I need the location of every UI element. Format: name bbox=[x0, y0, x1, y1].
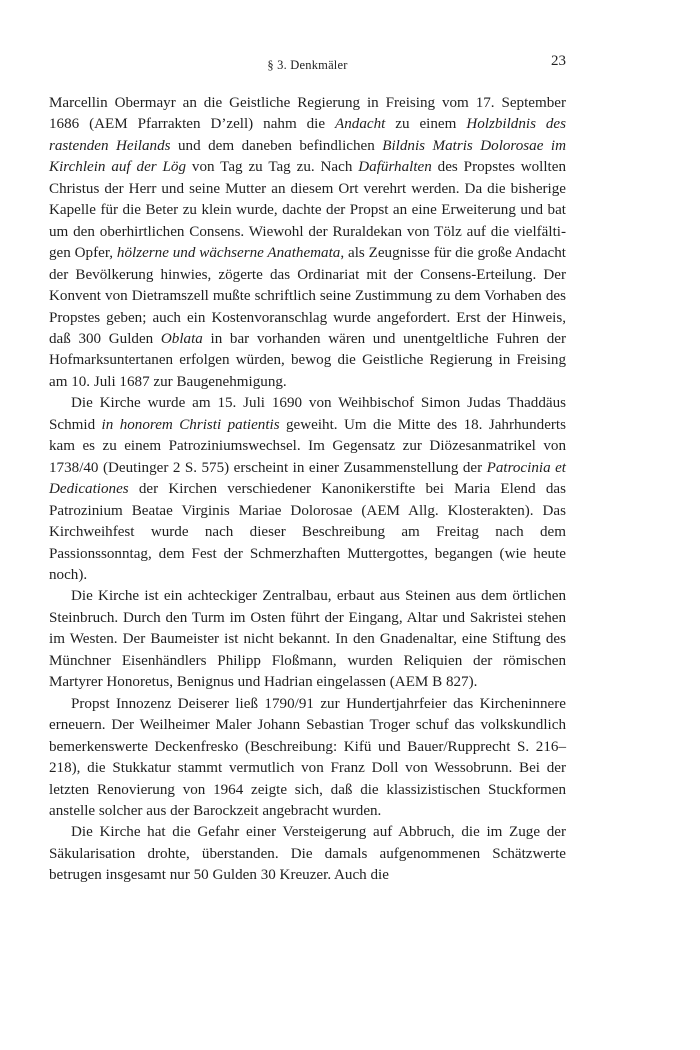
text-segment: , als Zeugnisse für die große Andacht der Bevölkerung hinwies, zögerte das Ordinariat mit der Consens-Erteilung. Der Konvent von Dietramszell mußte schriftlich seine Zustimmung zu dem Vorhaben des Propstes geben; auch ein Kostenvoranschlag wurde angefordert. Erst der Hinweis, daß 300 Gulden bbox=[49, 245, 567, 347]
italic-segment: Patrocinia et Dedicationes bbox=[49, 459, 566, 498]
paragraph-1 bbox=[49, 93, 566, 393]
text-segment: und dem daneben befindlichen bbox=[170, 137, 383, 154]
text-segment: des Propstes wollten Christus der Herr und seine Mutter an diesem Ort verehrt werden. Da die bisherige Kapelle für die Beter zu klein wurde, dachte der Propst an eine Erweiterung und bat um den oberhirtlichen Consens. Wiewohl der Ruraldekan von Tölz auf die vielfältigen Opfer, bbox=[49, 159, 566, 262]
text-segment: geweiht. Um die Mitte des 18. Jahrhunderts kam es zu einem Patroziniumswechsel. Im Gegensatz zur Diözesanmatrikel von 1738/40 (Deutinger 2 S. 575) erscheint in einer Zusammenstellung der bbox=[49, 416, 566, 476]
text-segment: Marcellin Obermayr an die Geistliche Regierung in Freising vom 17. September 1686 (AEM Pfarrakten D’zell) nahm die bbox=[49, 95, 566, 133]
italic-segment: Oblata bbox=[160, 330, 203, 347]
paragraph-4 bbox=[49, 694, 566, 823]
page-number: 23 bbox=[551, 53, 566, 69]
italic-segment: Bildnis Matris Dolorosae im Kirchlein auf der Lög bbox=[49, 137, 566, 176]
italic-segment: hölzerne und wächserne Anathemata bbox=[116, 245, 341, 262]
body-text bbox=[49, 93, 566, 887]
italic-segment: Andacht bbox=[335, 116, 386, 133]
paragraph-5 bbox=[49, 822, 566, 886]
italic-segment: in honorem Christi patientis bbox=[101, 416, 280, 433]
text-segment: der Kirchen verschiedener Kanonikerstifte bei Maria Elend das Patrozinium Beatae Virginis Mariae Dolorosae (AEM Allg. Klosterakten). Das Kirchweihfest wurde nach dieser Beschreibung am Freitag nach dem Passionssonntag, dem Fest der Schmerzhaften Muttergottes, begangen (wie heute noch). bbox=[49, 481, 566, 583]
text-segment: Propst Innozenz Deiserer ließ 1790/91 zur Hundertjahrfeier das Kircheninnere erneuern. Der Weilheimer Maler Johann Sebastian Troger schuf das volkskundlich bemerkenswerte Deckenfresko (Beschreibung: Kifü und Bauer/Rupprecht S. 216–218), die Stukkatur stammt vermutlich von Franz Doll von Wessobrunn. Bei der letzten Renovierung von 1964 zeigte sich, daß die klassizistischen Stuckformen anstelle solcher aus der Barockzeit angebracht wurden. bbox=[49, 695, 566, 819]
running-head bbox=[49, 48, 566, 72]
paragraph-2 bbox=[49, 393, 566, 586]
italic-segment: Holzbildnis des rastenden Heilands bbox=[49, 116, 567, 154]
book-page bbox=[49, 48, 566, 887]
text-segment: Die Kirche hat die Gefahr einer Versteigerung auf Abbruch, die im Zuge der Säkularisation drohte, überstanden. Die damals aufgenommenen Schätzwerte betrugen insgesamt nur 50 Gulden 30 Kreuzer. Auch die bbox=[49, 824, 566, 884]
paragraph-3 bbox=[49, 586, 566, 693]
text-segment: zu einem bbox=[385, 116, 467, 133]
text-segment: Die Kirche wurde am 15. Juli 1690 von Weihbischof Simon Judas Thaddäus Schmid bbox=[49, 395, 566, 433]
text-segment: in bar vorhanden wären und unentgeltliche Fuhren der Hofmarksuntertanen erfolgen würden, bewog die Geistliche Regierung in Freising am 10. Juli 1687 zur Baugenehmigung. bbox=[49, 330, 566, 390]
section-header: § 3. Denkmäler bbox=[267, 58, 348, 72]
text-segment: von Tag zu Tag zu. Nach bbox=[186, 159, 359, 176]
italic-segment: Dafürhalten bbox=[358, 159, 432, 176]
text-segment: Die Kirche ist ein achteckiger Zentralbau, erbaut aus Steinen aus dem örtlichen Steinbruch. Durch den Turm im Osten führt der Eingang, Altar und Sakristei stehen im Westen. Der Baumeister ist nicht bekannt. In den Gnadenaltar, eine Stiftung des Münchner Eisenhändlers Philipp Floßmann, wurden Reliquien der römischen Martyrer Honoretus, Benignus und Hadrian eingelassen (AEM B 827). bbox=[49, 588, 566, 691]
